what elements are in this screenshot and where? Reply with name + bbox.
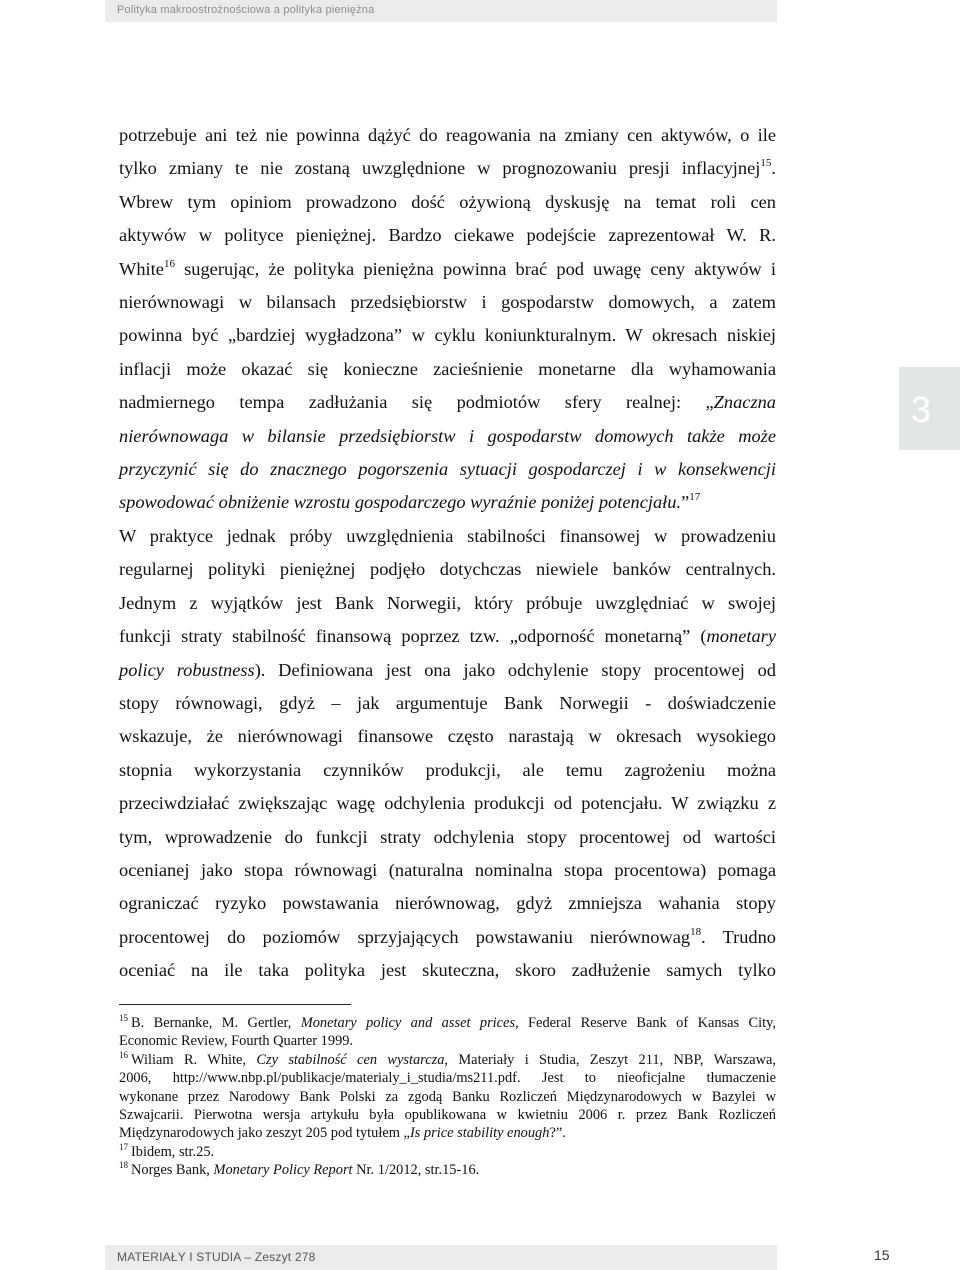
- footnote-17: $^{17}$ Ibidem, str.25.: [119, 1141, 215, 1160]
- text-line: powinna być „bardziej wygładzona” w cyklu koniunkturalnym. W okresach niskiej: [119, 325, 776, 346]
- page-number: 15: [874, 1247, 890, 1263]
- text-line: White$^{16}$ sugerując, że polityka pieniężna powinna brać pod uwagę ceny aktywów i: [119, 257, 776, 279]
- text-line: przeciwdziałać zwiększając wagę odchylenia produkcji od potencjału. W związku z: [119, 793, 776, 814]
- text-line: funkcji straty stabilność finansową poprzez tzw. „odporność monetarną” (monetary: [119, 626, 776, 647]
- body-text: [119, 119, 776, 988]
- footnote-16: $^{16}$ Wiliam R. White, Czy stabilność cen wystarcza, Materiały i Studia, Zeszyt 211, NBP, Warszawa,: [119, 1049, 776, 1068]
- running-header: Polityka makroostrożnościowa a polityka pieniężna: [117, 4, 375, 16]
- text-line: przyczynić się do znacznego pogorszenia sytuacji gospodarczej i w konsekwencji: [119, 459, 776, 480]
- text-line: nierównowagi w bilansach przedsiębiorstw i gospodarstw domowych, a zatem: [119, 292, 776, 313]
- text-line: inflacji może okazać się konieczne zacieśnienie monetarne dla wyhamowania: [119, 358, 776, 379]
- footnotes: [119, 1014, 776, 1180]
- footnote-18: $^{18}$ Norges Bank, Monetary Policy Report Nr. 1/2012, str.15-16.: [119, 1160, 480, 1179]
- footnote-divider: [119, 1004, 351, 1005]
- text-line: aktywów w polityce pieniężnej. Bardzo ciekawe podejście zaprezentował W. R.: [119, 225, 776, 246]
- text-line: nadmiernego tempa zadłużania się podmiotów sfery realnej: „Znaczna: [119, 392, 776, 413]
- text-line: oceniać na ile taka polityka jest skuteczna, skoro zadłużenie samych tylko: [119, 960, 776, 981]
- text-line: procentowej do poziomów sprzyjających powstawaniu nierównowag$^{18}$. Trudno: [119, 925, 776, 947]
- text-line: tym, wprowadzenie do funkcji straty odchylenia stopy procentowej od wartości: [119, 826, 776, 847]
- text-line: policy robustness). Definiowana jest ona jako odchylenie stopy procentowej od: [119, 659, 776, 680]
- footnote-16-cont: wykonane przez Narodowy Bank Polski za zgodą Banku Rozliczeń Międzynarodowych w Bazylei w: [119, 1088, 776, 1105]
- text-line: nierównowaga w bilansie przedsiębiorstw i gospodarstw domowych także może: [119, 425, 776, 446]
- text-line: potrzebuje ani też nie powinna dążyć do reagowania na zmiany cen aktywów, o ile: [119, 125, 776, 145]
- text-line: wskazuje, że nierównowagi finansowe często narastają w okresach wysokiego: [119, 726, 776, 747]
- text-line: spowodować obniżenie wzrostu gospodarczego wyraźnie poniżej potencjału.”$^{17}$: [119, 491, 701, 513]
- footnote-16-cont: Międzynarodowych jako zeszyt 205 pod tytułem „Is price stability enough?”.: [119, 1125, 566, 1142]
- footer-series: MATERIAŁY I STUDIA – Zeszyt 278: [117, 1250, 316, 1264]
- footnote-ref-15[interactable]: 15: [760, 157, 772, 170]
- footnote-ref-16[interactable]: 16: [163, 257, 175, 270]
- text-line: stopy równowagi, gdyż – jak argumentuje Bank Norwegii - doświadczenie: [119, 692, 776, 713]
- footnote-16-link-line: 2006, http://www.nbp.pl/publikacje/materialy_i_studia/ms211.pdf. Jest to nieoficjalne tłumaczenie: [119, 1070, 776, 1087]
- chapter-number: 3: [910, 389, 932, 430]
- text-line: Wbrew tym opiniom prowadzono dość ożywioną dyskusję na temat roli cen: [119, 191, 776, 212]
- footnote-16-cont: Szwajcarii. Pierwotna wersja artykułu była opublikowana w kwietniu 2006 r. przez Bank Rozliczeń: [119, 1107, 776, 1124]
- text-line: regularnej polityki pieniężnej podjęło dotychczas niewiele banków centralnych.: [119, 559, 776, 580]
- text-line: stopnia wykorzystania czynników produkcji, ale temu zagrożeniu można: [119, 759, 776, 780]
- text-line: tylko zmiany te nie zostaną uwzględnione w prognozowaniu presji inflacyjnej$^{15}$.: [119, 157, 776, 179]
- text-line: ograniczać ryzyko powstawania nierównowag, gdyż zmniejsza wahania stopy: [119, 893, 776, 914]
- text-line: ocenianej jako stopa równowagi (naturalna nominalna stopa procentowa) pomaga: [119, 859, 776, 880]
- text-line: Jednym z wyjątków jest Bank Norwegii, który próbuje uwzględniać w swojej: [119, 592, 776, 613]
- text-line: W praktyce jednak próby uwzględnienia stabilności finansowej w prowadzeniu: [119, 525, 776, 546]
- footnote-ref-18[interactable]: 18: [690, 925, 702, 938]
- footnote-15-cont: Economic Review, Fourth Quarter 1999.: [119, 1033, 354, 1050]
- chapter-tab: [899, 367, 960, 450]
- footnote-ref-17[interactable]: 17: [689, 491, 701, 504]
- footnote-15: $^{15}$ B. Bernanke, M. Gertler, Monetary policy and asset prices, Federal Reserve Bank of Kansas City,: [119, 1013, 776, 1031]
